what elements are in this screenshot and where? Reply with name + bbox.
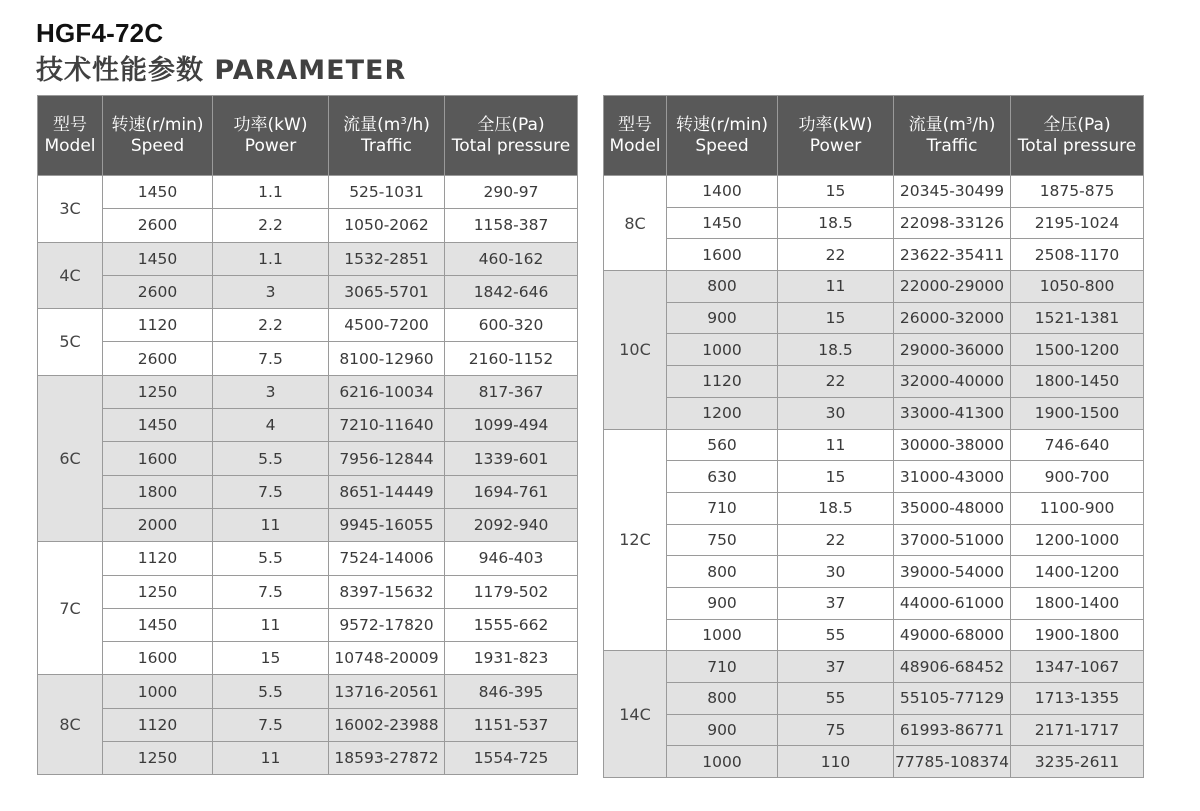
power-cell: 5.5 [213,675,329,708]
power-header-en: Power [244,135,297,156]
table-header-left [38,96,578,176]
flow-cell: 44000-61000 [894,587,1011,619]
flow-cell: 4500-7200 [329,309,445,342]
table-row [604,239,1144,271]
speed-cell: 1120 [103,309,213,342]
speed-cell: 900 [667,714,778,746]
table-row [38,309,578,342]
speed-cell: 800 [667,683,778,715]
pressure-header-en: Total pressure [451,135,571,156]
power-header-en: Power [809,135,862,156]
flow-header-en: Traffic [360,135,413,156]
table-row [604,619,1144,651]
flow-cell: 18593-27872 [329,742,445,775]
flow-cell: 3065-5701 [329,275,445,308]
model-cell: 6C [38,375,103,541]
pressure-cell: 1347-1067 [1011,651,1144,683]
pressure-cell: 2508-1170 [1011,239,1144,271]
power-cell: 7.5 [213,708,329,741]
power-cell: 11 [213,608,329,641]
speed-cell: 1250 [103,742,213,775]
flow-cell: 8397-15632 [329,575,445,608]
flow-cell: 525-1031 [329,176,445,209]
flow-header-cn-b: /h) [406,114,430,135]
table-row [38,475,578,508]
model-cell: 8C [38,675,103,775]
flow-cell: 20345-30499 [894,176,1011,208]
power-cell: 55 [778,619,894,651]
flow-header-en: Traffic [926,135,978,156]
power-cell: 15 [778,461,894,493]
power-cell: 18.5 [778,334,894,366]
flow-cell: 29000-36000 [894,334,1011,366]
pressure-cell: 1100-900 [1011,492,1144,524]
flow-cell: 55105-77129 [894,683,1011,715]
speed-cell: 1250 [103,375,213,408]
flow-cell: 16002-23988 [329,708,445,741]
power-cell: 11 [213,508,329,541]
flow-cell: 9945-16055 [329,508,445,541]
pressure-header-cn: 全压(Pa) [1043,114,1111,135]
power-cell: 22 [778,239,894,271]
speed-cell: 710 [667,492,778,524]
flow-cell: 22000-29000 [894,271,1011,303]
power-cell: 18.5 [778,207,894,239]
table-row [604,461,1144,493]
flow-cell: 7210-11640 [329,409,445,442]
flow-header-superscript: 3 [400,115,407,127]
power-header-cn: 功率(kW) [798,114,873,135]
table-row [38,542,578,575]
speed-header [103,96,213,176]
power-cell: 4 [213,409,329,442]
flow-cell: 31000-43000 [894,461,1011,493]
pressure-cell: 900-700 [1011,461,1144,493]
pressure-cell: 2171-1717 [1011,714,1144,746]
speed-cell: 1000 [667,746,778,778]
flow-cell: 7524-14006 [329,542,445,575]
pressure-cell: 2092-940 [445,508,578,541]
speed-cell: 1450 [103,176,213,209]
parameter-table-right [603,95,1144,778]
model-cell: 8C [604,176,667,271]
model-cell: 12C [604,429,667,651]
model-header-en: Model [609,135,661,156]
speed-cell: 2600 [103,275,213,308]
pressure-cell: 1339-601 [445,442,578,475]
table-row [604,302,1144,334]
flow-cell: 33000-41300 [894,397,1011,429]
power-cell: 1.1 [213,242,329,275]
pressure-cell: 1050-800 [1011,271,1144,303]
speed-cell: 1450 [103,608,213,641]
speed-cell: 750 [667,524,778,556]
model-title: HGF4-72C [36,18,164,48]
flow-cell: 49000-68000 [894,619,1011,651]
table-body-left [38,176,578,775]
power-header [213,96,329,176]
power-header-cn: 功率(kW) [233,114,308,135]
speed-cell: 1000 [103,675,213,708]
pressure-cell: 1694-761 [445,475,578,508]
pressure-cell: 1555-662 [445,608,578,641]
speed-cell: 1200 [667,397,778,429]
power-cell: 5.5 [213,442,329,475]
flow-header [894,96,1011,176]
table-row [604,397,1144,429]
table-row [604,366,1144,398]
flow-cell: 1050-2062 [329,209,445,242]
speed-cell: 1120 [667,366,778,398]
speed-cell: 1600 [667,239,778,271]
table-body-right [604,176,1144,778]
table-row [604,524,1144,556]
table-row [604,176,1144,208]
table-row [604,587,1144,619]
pressure-cell: 946-403 [445,542,578,575]
table-row [38,375,578,408]
table-row [604,429,1144,461]
power-cell: 22 [778,366,894,398]
power-cell: 15 [778,176,894,208]
speed-cell: 1000 [667,334,778,366]
flow-cell: 23622-35411 [894,239,1011,271]
power-cell: 110 [778,746,894,778]
pressure-cell: 2160-1152 [445,342,578,375]
power-cell: 5.5 [213,542,329,575]
model-cell: 14C [604,651,667,778]
speed-header-en: Speed [695,135,749,156]
table-row [604,207,1144,239]
pressure-cell: 1713-1355 [1011,683,1144,715]
power-cell: 15 [778,302,894,334]
flow-cell: 39000-54000 [894,556,1011,588]
flow-cell: 8651-14449 [329,475,445,508]
flow-cell: 30000-38000 [894,429,1011,461]
speed-cell: 1000 [667,619,778,651]
pressure-header-en: Total pressure [1017,135,1137,156]
model-header-cn: 型号 [53,114,87,135]
speed-cell: 1800 [103,475,213,508]
model-cell: 7C [38,542,103,675]
flow-cell: 22098-33126 [894,207,1011,239]
power-cell: 7.5 [213,575,329,608]
pressure-cell: 1900-1800 [1011,619,1144,651]
power-cell: 3 [213,275,329,308]
pressure-cell: 1158-387 [445,209,578,242]
speed-cell: 1450 [103,409,213,442]
pressure-cell: 600-320 [445,309,578,342]
flow-header-cn [329,115,444,136]
pressure-cell: 817-367 [445,375,578,408]
speed-header [667,96,778,176]
pressure-cell: 460-162 [445,242,578,275]
power-cell: 2.2 [213,309,329,342]
header-row [604,96,1144,176]
model-header-cn: 型号 [618,114,652,135]
power-cell: 75 [778,714,894,746]
table-row [38,642,578,675]
pressure-cell: 290-97 [445,176,578,209]
power-cell: 7.5 [213,475,329,508]
table-row [604,492,1144,524]
power-cell: 30 [778,556,894,588]
pressure-cell: 746-640 [1011,429,1144,461]
parameter-subtitle: 技术性能参数 PARAMETER [36,55,407,86]
table-row [604,271,1144,303]
table-row [38,242,578,275]
pressure-cell: 1151-537 [445,708,578,741]
pressure-cell: 3235-2611 [1011,746,1144,778]
speed-cell: 900 [667,302,778,334]
flow-cell: 48906-68452 [894,651,1011,683]
pressure-header [445,96,578,176]
flow-cell: 77785-108374 [894,746,1011,778]
model-cell: 3C [38,176,103,243]
flow-cell: 10748-20009 [329,642,445,675]
flow-header [329,96,445,176]
flow-cell: 6216-10034 [329,375,445,408]
header-row [38,96,578,176]
table-row [604,334,1144,366]
table-row [38,275,578,308]
table-row [38,176,578,209]
power-cell: 55 [778,683,894,715]
table-row [38,442,578,475]
flow-cell: 35000-48000 [894,492,1011,524]
table-row [38,742,578,775]
speed-cell: 1120 [103,708,213,741]
pressure-header-cn: 全压(Pa) [477,114,545,135]
power-cell: 1.1 [213,176,329,209]
pressure-cell: 2195-1024 [1011,207,1144,239]
speed-cell: 1250 [103,575,213,608]
speed-cell: 800 [667,556,778,588]
flow-cell: 26000-32000 [894,302,1011,334]
speed-cell: 900 [667,587,778,619]
speed-cell: 710 [667,651,778,683]
pressure-cell: 1800-1450 [1011,366,1144,398]
table-row [38,608,578,641]
pressure-cell: 1842-646 [445,275,578,308]
table-row [38,409,578,442]
flow-cell: 37000-51000 [894,524,1011,556]
model-cell: 10C [604,271,667,429]
pressure-cell: 1521-1381 [1011,302,1144,334]
flow-header-cn-a: 流量(m [908,114,966,135]
flow-cell: 13716-20561 [329,675,445,708]
pressure-cell: 846-395 [445,675,578,708]
speed-header-en: Speed [130,135,185,156]
model-cell: 4C [38,242,103,309]
power-cell: 2.2 [213,209,329,242]
table-row [38,708,578,741]
power-cell: 11 [778,429,894,461]
pressure-cell: 1931-823 [445,642,578,675]
pressure-cell: 1200-1000 [1011,524,1144,556]
speed-cell: 1450 [667,207,778,239]
table-row [38,209,578,242]
power-cell: 18.5 [778,492,894,524]
speed-cell: 1120 [103,542,213,575]
speed-cell: 1400 [667,176,778,208]
pressure-cell: 1400-1200 [1011,556,1144,588]
parameter-table-left [37,95,578,775]
pressure-cell: 1099-494 [445,409,578,442]
pressure-cell: 1900-1500 [1011,397,1144,429]
power-cell: 22 [778,524,894,556]
power-cell: 15 [213,642,329,675]
table-row [604,683,1144,715]
table-row [604,556,1144,588]
speed-cell: 1450 [103,242,213,275]
speed-cell: 800 [667,271,778,303]
table-row [604,746,1144,778]
model-header-en: Model [44,135,96,156]
speed-cell: 630 [667,461,778,493]
flow-header-cn [894,115,1010,136]
speed-header-cn: 转速(r/min) [111,114,204,135]
pressure-cell: 1554-725 [445,742,578,775]
power-cell: 11 [213,742,329,775]
pressure-cell: 1800-1400 [1011,587,1144,619]
table-row [38,575,578,608]
speed-cell: 2600 [103,342,213,375]
flow-cell: 61993-86771 [894,714,1011,746]
flow-cell: 7956-12844 [329,442,445,475]
speed-header-cn: 转速(r/min) [675,114,769,135]
pressure-cell: 1179-502 [445,575,578,608]
table-header-right [604,96,1144,176]
table-row [38,342,578,375]
flow-cell: 8100-12960 [329,342,445,375]
power-cell: 37 [778,587,894,619]
flow-cell: 9572-17820 [329,608,445,641]
speed-cell: 2600 [103,209,213,242]
flow-header-cn-a: 流量(m [343,114,401,135]
power-cell: 3 [213,375,329,408]
speed-cell: 560 [667,429,778,461]
flow-header-superscript: 3 [965,115,973,127]
power-cell: 7.5 [213,342,329,375]
pressure-cell: 1875-875 [1011,176,1144,208]
power-cell: 37 [778,651,894,683]
model-header [604,96,667,176]
speed-cell: 1600 [103,442,213,475]
power-cell: 30 [778,397,894,429]
power-cell: 11 [778,271,894,303]
pressure-cell: 1500-1200 [1011,334,1144,366]
table-row [604,714,1144,746]
table-row [604,651,1144,683]
table-row [38,508,578,541]
flow-cell: 32000-40000 [894,366,1011,398]
speed-cell: 1600 [103,642,213,675]
power-header [778,96,894,176]
model-header [38,96,103,176]
table-row [38,675,578,708]
flow-cell: 1532-2851 [329,242,445,275]
pressure-header [1011,96,1144,176]
speed-cell: 2000 [103,508,213,541]
flow-header-cn-b: /h) [972,114,996,135]
model-cell: 5C [38,309,103,376]
